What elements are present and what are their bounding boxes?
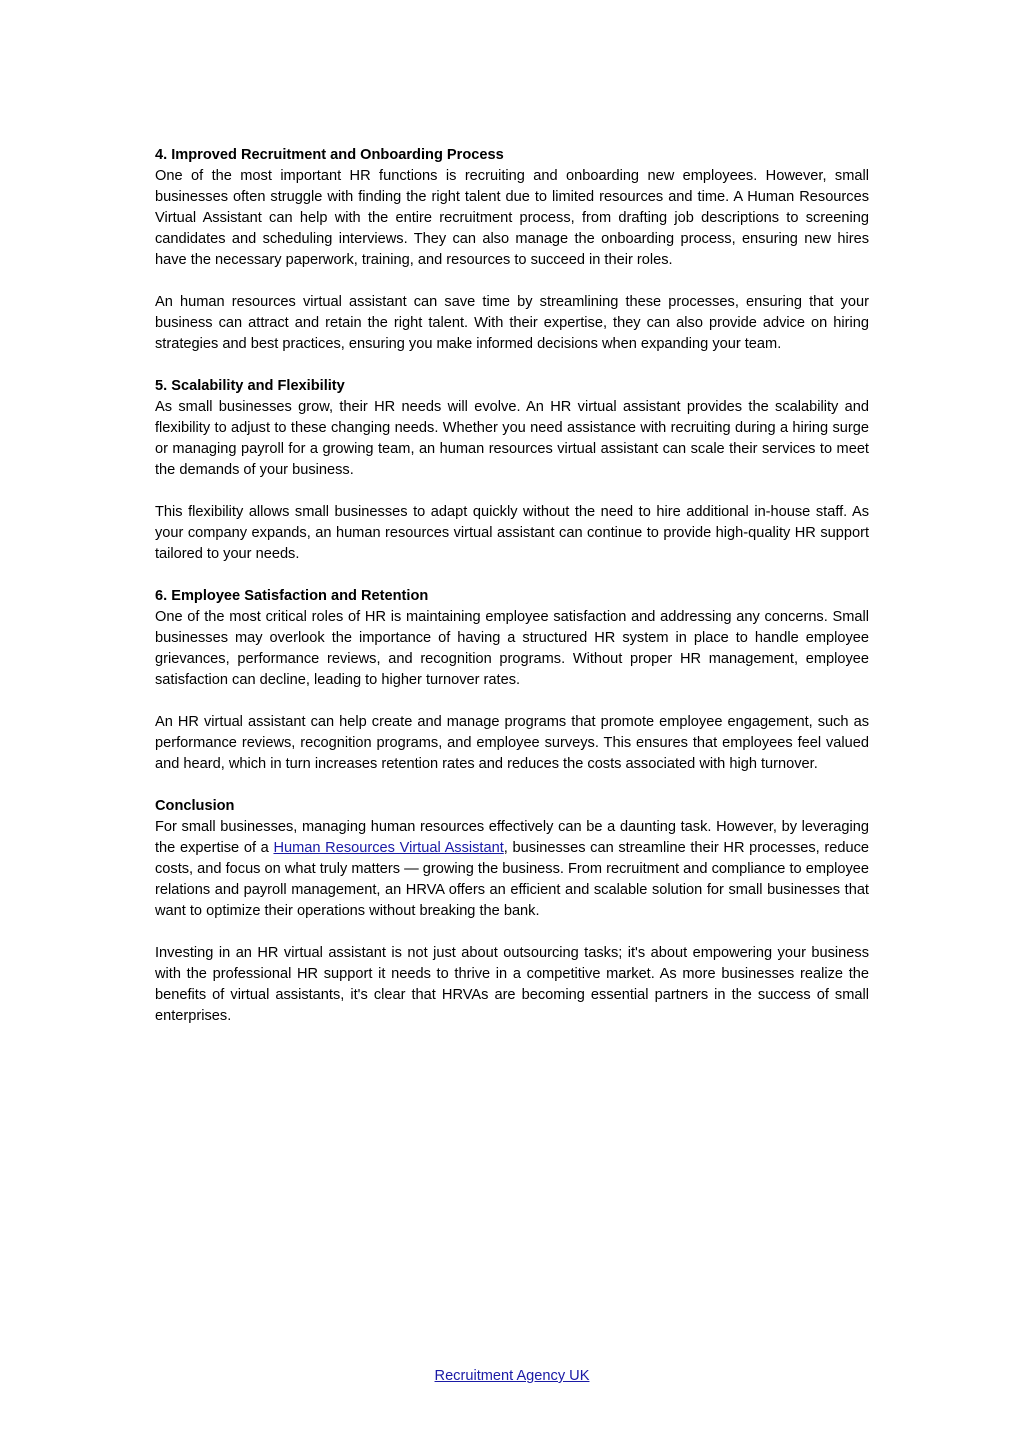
paragraph-spacer [155, 271, 869, 292]
section-conclusion [155, 796, 869, 1027]
paragraph-spacer [155, 691, 869, 712]
paragraph: An human resources virtual assistant can save time by streamlining these processes, ensuring that your business can attract and retain the right talent. With their expertise, they can also provide advice on hiring strategies and best practices, ensuring you make informed decisions when expanding your team. [155, 294, 869, 352]
paragraph-spacer [155, 565, 869, 586]
paragraph: An HR virtual assistant can help create and manage programs that promote employee engagement, such as performance reviews, recognition programs, and employee surveys. This ensures that employees feel valued and heard, which in turn increases retention rates and reduces the costs associated with high turnover. [155, 714, 869, 772]
paragraph: Investing in an HR virtual assistant is not just about outsourcing tasks; it's about empowering your business with the professional HR support it needs to thrive in a competitive market. As more businesses realize the benefits of virtual assistants, it's clear that HRVAs are becoming essential partners in the success of small enterprises. [155, 945, 869, 1024]
paragraph: This flexibility allows small businesses to adapt quickly without the need to hire additional in-house staff. As your company expands, an human resources virtual assistant can continue to provide high-quality HR support tailored to your needs. [155, 504, 869, 562]
section-scalability [155, 376, 869, 586]
section-heading: 4. Improved Recruitment and Onboarding Process [155, 147, 504, 163]
section-employee-satisfaction [155, 586, 869, 796]
footer-link[interactable]: Recruitment Agency UK [434, 1368, 590, 1384]
paragraph-spacer [155, 355, 869, 376]
paragraph: One of the most important HR functions is recruiting and onboarding new employees. However, small businesses often struggle with finding the right talent due to limited resources and time. A Human Resources Virtual Assistant can help with the entire recruitment process, from drafting job descriptions to screening candidates and scheduling interviews. They can also manage the onboarding process, ensuring new hires have the necessary paperwork, training, and resources to succeed in their roles. [155, 168, 869, 268]
paragraph [155, 817, 869, 922]
document-body [155, 145, 869, 1027]
page-footer [0, 1366, 1024, 1387]
section-heading: 5. Scalability and Flexibility [155, 378, 345, 394]
section-heading: 6. Employee Satisfaction and Retention [155, 588, 429, 604]
paragraph: As small businesses grow, their HR needs will evolve. An HR virtual assistant provides the scalability and flexibility to adjust to these changing needs. Whether you need assistance with recruiting during a hiring surge or managing payroll for a growing team, an human resources virtual assistant can scale their services to meet the demands of your business. [155, 399, 869, 478]
conclusion-text-after-link: , businesses can streamline their HR processes, reduce costs, and focus on what truly matters — growing the business. From recruitment and compliance to employee relations and payroll management, an HRVA offers an efficient and scalable solution for small businesses that want to optimize their operations without breaking the bank. [155, 840, 870, 919]
hrva-link[interactable]: Human Resources Virtual Assistant [273, 840, 504, 856]
paragraph-spacer [155, 775, 869, 796]
section-recruitment [155, 145, 869, 376]
section-heading: Conclusion [155, 798, 235, 814]
paragraph-spacer [155, 922, 869, 943]
paragraph-spacer [155, 481, 869, 502]
conclusion-text-before-link: For small businesses, managing human resources effectively can be a daunting task. However, by leveraging the expertise of a [155, 819, 869, 856]
paragraph: One of the most critical roles of HR is maintaining employee satisfaction and addressing any concerns. Small businesses may overlook the importance of having a structured HR system in place to handle employee grievances, performance reviews, and recognition programs. Without proper HR management, employee satisfaction can decline, leading to higher turnover rates. [155, 609, 869, 688]
